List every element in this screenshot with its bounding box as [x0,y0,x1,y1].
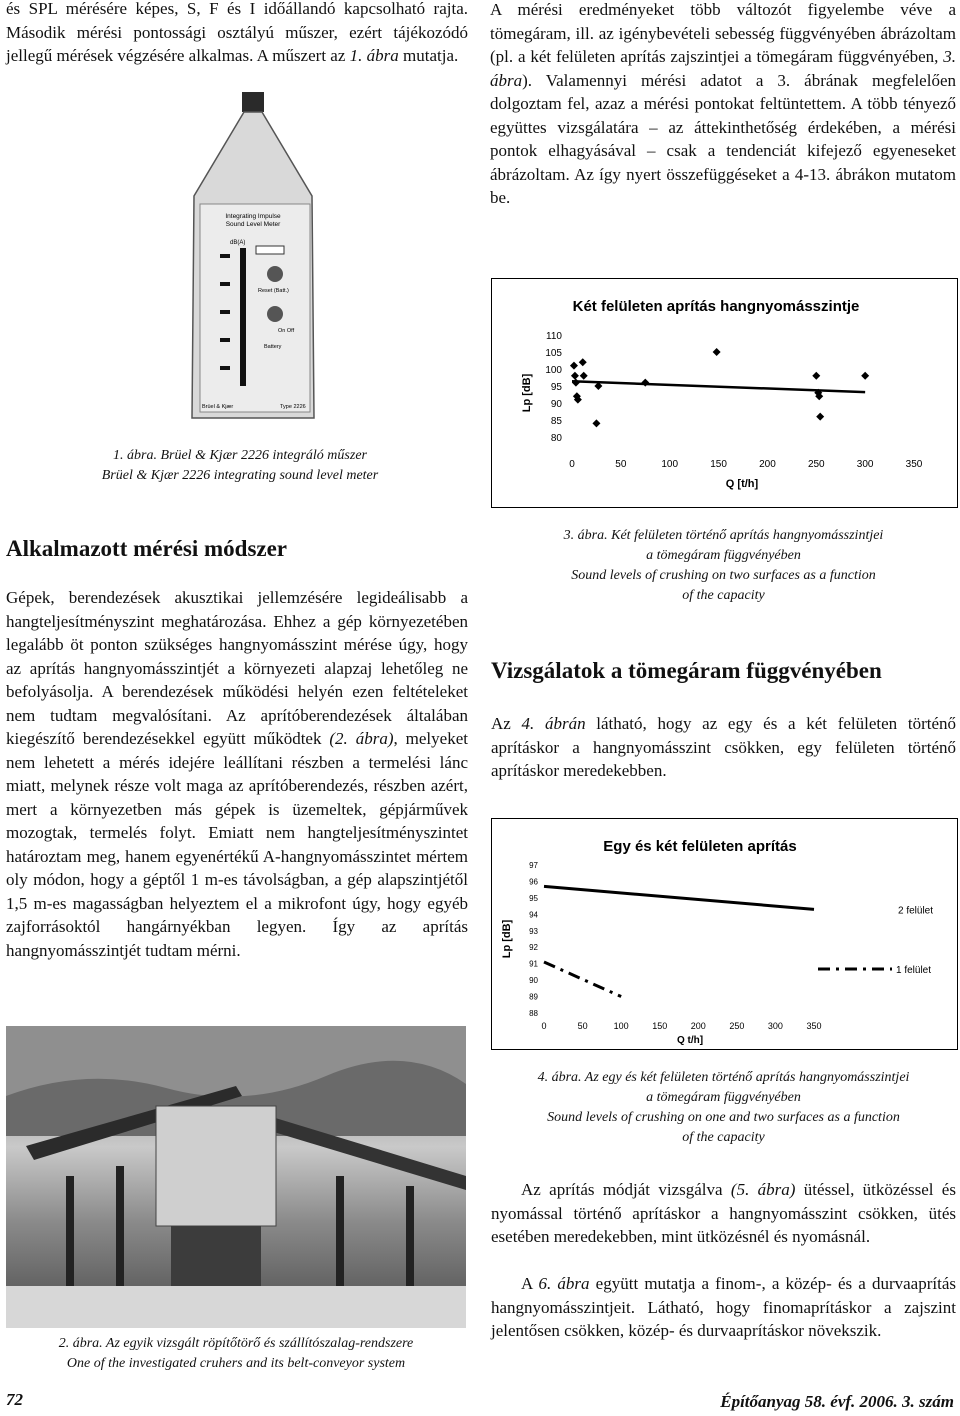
fig3-ytick-2: 90 [550,399,562,410]
fig2-caption-hu: Az egyik vizsgált röpítőtörő és szállítószalag-rendszere [102,1336,414,1351]
fig4-xtick-0: 0 [541,1021,547,1031]
fig3-xlabel: Q [t/h] [725,478,759,490]
device-unit: dB(A) [230,240,246,246]
fig4-xtick-6: 300 [767,1021,783,1031]
fig4-xtick-5: 250 [729,1021,745,1031]
section2-heading: Vizsgálatok a tömegáram függvényében [491,658,882,683]
fig3-point-1 [571,372,579,380]
crusher-icon [156,1106,276,1226]
device-label-1: Integrating Impulse [225,213,281,220]
device-label-2: Sound Level Meter [225,221,281,228]
journal-footer: Építőanyag 58. évf. 2006. 3. szám [720,1392,954,1411]
fig4-label: 4. ábra. [537,1070,582,1085]
fig3-trend-line [572,381,865,392]
fig3-xtick-1: 50 [615,459,627,470]
fig3-point-14 [816,413,824,421]
fig4-ytick-7: 95 [529,893,538,903]
fig3-xtick-4: 200 [759,459,776,470]
bottom-text-2b: együtt mutatja a finom-, a közép- és a durvaaprítás hangnyomásszintjeit. Látható, hogy finomaprításkor a zajszint jelentősen csökken, közép- és durvaaprításkor növekszik. [491,1274,956,1340]
fig4-legend-label-0: 2 felület [898,905,934,917]
fig4-xtick-3: 150 [652,1021,668,1031]
fig5-reference[interactable]: (5. ábra) [730,1180,796,1199]
fig3-ytick-0: 80 [550,433,562,444]
intro-text: és SPL mérésére képes, S, F és I időállandó kapcsolható rajta. Második mérési pontossági osztályú műszer, ezért tájékozódó jellegű mérések végzésére alkalmas. A műszert az [6,0,468,65]
fig3-reference[interactable]: 3. ábra [490,47,956,90]
fig4-chart [491,818,958,1050]
meter-bar-icon [240,248,246,386]
bottom-paragraph-2 [491,1272,956,1343]
fig3-point-15 [861,372,869,380]
reset-button-icon [267,266,283,282]
fig3-xtick-6: 300 [856,459,874,470]
fig4-caption-en-1: Sound levels of crushing on one and two surfaces as a function [547,1110,900,1125]
fig4-ylabel: Lp [dB] [501,919,513,959]
section2-text: Az [491,714,522,733]
fig4-title: Egy és két felületen aprítás [603,838,797,855]
fig3-ylabel: Lp [dB] [521,373,533,413]
fig3-label: 3. ábra. [563,528,608,543]
fig3-ytick-6: 110 [546,331,562,342]
section1-text-2: , melyeket nem lehetett a mérés idejére leállítani részben a termelési lánc miatt, melynek része volt maga az aprítóberendezés, részben azért, mert a környezetben más gépek is üzemeltek, gépjárművek mozogtak, termelés folyt. Emiatt nem hangteljesítményszintet határoztam meg, hanem egyenértékű A-hangnyomásszintet mértem oly módon, hogy a géptől 1 m-es távolságban, a gép alapszintjétől 1,5 m-es magasságban helyeztem el a mikrofont úgy, hogy egyéb zajforrásoktól hangárnyékban legyen. Így az aprítás hangnyomásszintjét tudtam mérni. [6,729,468,960]
power-button-icon [267,306,283,322]
fig2-label: 2. ábra. [58,1336,103,1351]
results-paragraph [490,0,956,210]
fig4-ytick-0: 88 [529,1009,538,1018]
fig3-point-6 [580,372,588,380]
fig4-ytick-5: 93 [529,926,538,936]
fig3-xtick-3: 150 [710,459,727,470]
results-text: A mérési eredményeket több változót figyelembe véve a tömegáram, ill. az igénybevételi sebesség függvényében ábrázoltam (pl. a két felületen aprítás zajszintjei a tömegáram függvényében, [490,0,956,66]
sound-level-meter-image [180,86,330,426]
intro-paragraph [6,0,468,68]
fig4-ytick-1: 89 [529,992,538,1002]
fig1-label: 1. ábra. [113,448,157,463]
bottom-text-2: A [521,1274,539,1293]
fig4-chart-svg [492,819,957,1049]
fig3-point-10 [713,348,721,356]
fig1-reference[interactable]: 1. ábra [349,46,399,65]
fig3-chart-svg [492,279,957,507]
fig4-series-line-0 [544,886,814,909]
fig4-xtick-4: 200 [690,1021,706,1031]
fig3-ytick-1: 85 [550,416,562,427]
fig4-ytick-4: 92 [529,943,538,953]
fig2-caption-en: One of the investigated cruhers and its belt-conveyor system [66,1356,406,1371]
fig6-reference[interactable]: 6. ábra [538,1274,590,1293]
fig4-caption-en-2: of the capacity [682,1130,765,1145]
crusher-scene-image [6,1026,466,1328]
fig3-ytick-3: 95 [550,382,562,393]
fig2-reference[interactable]: (2. ábra) [329,729,394,748]
fig1-caption [30,446,450,486]
section2-paragraph [491,712,956,783]
fig1-device-photo [180,86,330,426]
bottom-paragraph-1 [491,1178,956,1249]
fig4-ytick-3: 91 [529,959,538,969]
type-label: Type 2226 [280,404,306,410]
fig4-ytick-6: 94 [529,910,538,920]
fig3-point-0 [570,362,578,370]
onoff-label: On Off [278,328,295,334]
fig3-caption-en-1: Sound levels of crushing on two surfaces as a function [571,568,876,583]
fig3-xtick-2: 100 [661,459,679,470]
fig4-xtick-2: 100 [613,1021,629,1031]
fig3-caption [491,526,956,606]
microphone-icon [242,92,264,112]
fig3-xtick-0: 0 [569,459,575,470]
brand-label: Brüel & Kjær [202,404,234,410]
fig3-caption-hu-2: a tömegáram függvényében [646,548,801,563]
page-number: 72 [6,1390,23,1409]
fig4-legend-label-1: 1 felület [896,965,932,976]
fig3-point-9 [641,379,649,387]
fig4-ytick-2: 90 [529,976,538,986]
bottom-text-1b: ütéssel, ütközéssel és nyomással történő aprításkor a hangnyomásszint csökken, ütés esetében meredekebben, mint ütközésnél és nyomásnál. [491,1180,956,1246]
section1-text: Gépek, berendezések akusztikai jellemzésére legideálisabb a hangteljesítményszint meghatározása. Ehhez a gép környezetében legalább öt ponton szükséges hangnyomásszint mérése úgy, hogy az aprítás hangnyomásszintjét a környezeti alapzaj lehetőleg ne befolyásolja. A berendezések működési helyén ezen feltételeket nem tudtam megvalósítani. Az aprítóberendezések általában kiegészítő berendezésekkel együtt működtek [6,588,468,748]
fig4-caption [491,1068,956,1148]
fig4-caption-hu-1: Az egy és két felületen történő aprítás hangnyomásszintjei [581,1070,910,1085]
fig4-xlabel: Q t/h] [676,1035,704,1046]
fig3-ytick-4: 100 [545,365,562,376]
battery-label: Battery [264,344,282,350]
fig4-ytick-8: 96 [529,877,538,887]
fig3-point-5 [579,358,587,366]
fig4-ytick-9: 97 [529,861,538,870]
results-text-2: ). Valamennyi mérési adatot a 3. ábrának megfelelően dolgoztam fel, azaz a mérési pontokat feltüntettem. A több tényező együttes vizsgálatára – az áttekinthetőség érdekében, a mérési pontok elhagyásával – csak a tendenciát kifejező egyeneseket ábrázoltam. Az így nyert összefüggéseket a 4-13. ábrákon mutatom be. [490,70,956,207]
fig4-reference[interactable]: 4. ábrán [521,714,586,733]
fig4-series-line-1 [544,962,621,997]
fig3-point-7 [592,419,600,427]
bottom-text-1: Az aprítás módját vizsgálva [521,1180,731,1199]
fig4-caption-hu-2: a tömegáram függvényében [646,1090,801,1105]
fig1-caption-hu: Brüel & Kjær 2226 integráló műszer [156,448,367,463]
fig4-xtick-7: 350 [806,1021,822,1031]
fig3-caption-hu-1: Két felületen történő aprítás hangnyomásszintjei [607,528,884,543]
fig2-caption [6,1334,466,1374]
fig3-xtick-7: 350 [905,459,923,470]
fig3-point-11 [812,372,820,380]
fig2-crusher-photo [6,1026,466,1328]
intro-text-end: mutatja. [398,46,459,65]
fig1-caption-en: Brüel & Kjær 2226 integrating sound level meter [101,468,379,483]
fig3-title: Két felületen aprítás hangnyomásszintje [572,298,860,315]
fig4-xtick-1: 50 [577,1021,588,1031]
fig3-xtick-5: 250 [807,459,825,470]
section2-text-2: látható, hogy az egy és a két felületen történő aprításkor a hangnyomásszint csökken, egy felületen történő aprításkor meredekebben. [491,714,956,780]
fig3-chart [491,278,958,508]
section1-paragraph [6,586,468,962]
reset-label: Reset (Batt.) [258,288,289,294]
section1-heading: Alkalmazott mérési módszer [6,536,288,561]
fig3-caption-en-2: of the capacity [682,588,765,603]
fig3-ytick-5: 105 [545,348,562,359]
